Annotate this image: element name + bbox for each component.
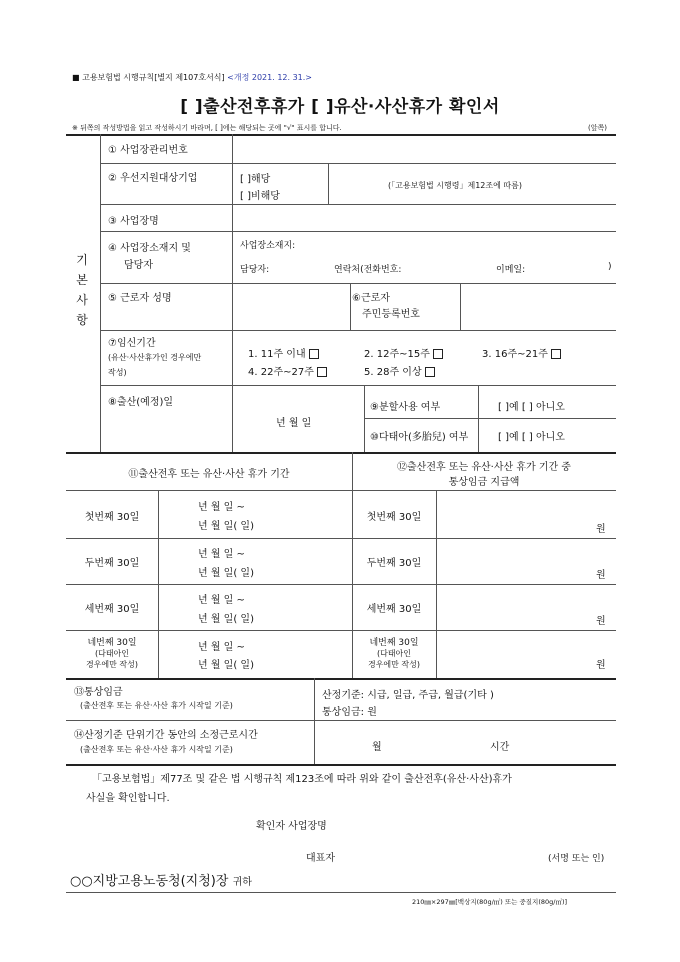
basic-info-side-label: 기 본 사 항	[76, 253, 88, 327]
wage-basis-field[interactable]: 산정기준: 시급, 일급, 주급, 월급(기타 )	[322, 690, 494, 701]
wage-4-amount[interactable]: 원	[596, 660, 606, 671]
representative-label: 대표자	[306, 853, 335, 864]
workplace-name-label: ③ 사업장명	[108, 216, 159, 227]
priority-company-label: ② 우선지원대상기업	[108, 173, 198, 184]
period-2-end[interactable]: 년 월 일( 일)	[198, 568, 254, 579]
multiple-birth-label: ⑩다태아(多胎兒) 여부	[370, 432, 469, 443]
work-hours-label: ⑭산정기준 단위기간 동안의 소정근로시간	[74, 730, 258, 741]
work-hours-value[interactable]: 시간	[490, 742, 510, 753]
confirmation-statement: 「고용보험법」제77조 및 같은 법 시행규칙 제123조에 따라 위와 같이 출산전후(유산·사산)휴가	[92, 774, 512, 785]
leave-period-header: ⑪출산전후 또는 유산·사산 휴가 기간	[128, 469, 290, 480]
worker-name-label: ⑤ 근로자 성명	[108, 293, 172, 304]
worker-rrn-label: ⑥근로자	[352, 293, 390, 304]
birth-date-field[interactable]: 년 월 일	[276, 418, 312, 429]
workplace-id-label: ① 사업장관리번호	[108, 145, 188, 156]
law-reference: ■ 고용보험법 시행규칙[별지 제107호서식] <개정 2021. 12. 31.>	[72, 73, 313, 82]
form-title: [ ]출산전후휴가 [ ]유산·사산휴가 확인서	[180, 97, 500, 117]
email-field[interactable]: 이메일:	[496, 265, 526, 275]
period-3-end[interactable]: 년 월 일( 일)	[198, 614, 254, 625]
period-3-start[interactable]: 년 월 일 ~	[198, 595, 245, 606]
checkbox-icon[interactable]	[317, 367, 327, 377]
pregnancy-option-5[interactable]: 5. 28주 이상	[364, 363, 435, 378]
priority-no-option[interactable]: [ ]비해당	[240, 191, 280, 202]
multiple-birth-options[interactable]: [ ]예 [ ] 아니오	[498, 432, 565, 443]
revision-date: <개정 2021. 12. 31.>	[227, 73, 313, 82]
phone-field[interactable]: 연락처(전화번호:	[334, 265, 402, 275]
wage-1-amount[interactable]: 원	[596, 524, 606, 535]
workplace-address-field[interactable]: 사업장소재지:	[240, 241, 296, 251]
page-side-label: (앞쪽)	[588, 124, 607, 132]
pregnancy-option-4[interactable]: 4. 22주~27주	[248, 363, 327, 378]
pregnancy-option-2[interactable]: 2. 12주~15주	[364, 345, 443, 360]
wage-1-label: 첫번째 30일	[366, 512, 422, 523]
period-4-end[interactable]: 년 월 일( 일)	[198, 660, 254, 671]
recipient: ○○지방고용노동청(지청)장 귀하	[70, 874, 252, 889]
checkbox-icon[interactable]	[433, 349, 443, 359]
birth-date-label: ⑧출산(예정)일	[108, 397, 174, 408]
workplace-address-label: ④ 사업장소재지 및	[108, 243, 191, 254]
checkbox-icon[interactable]	[309, 349, 319, 359]
confirmer-workplace-label: 확인자 사업장명	[256, 821, 327, 832]
period-4-start[interactable]: 년 월 일 ~	[198, 642, 245, 653]
work-hours-month[interactable]: 월	[372, 742, 382, 753]
ordinary-wage-field[interactable]: 통상임금: 원	[322, 707, 377, 718]
ordinary-wage-label: ⑬통상임금	[74, 687, 123, 698]
period-2-start[interactable]: 년 월 일 ~	[198, 549, 245, 560]
wage-paid-header: ⑫출산전후 또는 유산·사산 휴가 기간 중	[397, 462, 571, 473]
wage-2-label: 두번째 30일	[366, 558, 422, 569]
split-use-options[interactable]: [ ]예 [ ] 아니오	[498, 402, 565, 413]
signature-label[interactable]: (서명 또는 인)	[548, 854, 605, 864]
checkbox-icon[interactable]	[551, 349, 561, 359]
wage-2-amount[interactable]: 원	[596, 570, 606, 581]
wage-3-label: 세번째 30일	[366, 604, 422, 615]
period-1-start[interactable]: 년 월 일 ~	[198, 502, 245, 513]
priority-note: (「고용보험법 시행령」제12조에 따름)	[388, 181, 522, 190]
period-3-label: 세번째 30일	[84, 604, 140, 615]
table-top-border	[66, 134, 616, 136]
period-2-label: 두번째 30일	[84, 558, 140, 569]
instruction-note: ※ 뒤쪽의 작성방법을 읽고 작성하시기 바라며, [ ]에는 해당되는 곳에 "√" 표시를 합니다.	[72, 124, 342, 132]
paper-spec: 210㎜×297㎜[백상지(80g/㎡) 또는 중질지(80g/㎡)]	[412, 898, 568, 906]
pregnancy-option-3[interactable]: 3. 16주~21주	[482, 345, 561, 360]
wage-3-amount[interactable]: 원	[596, 616, 606, 627]
pregnancy-option-1[interactable]: 1. 11주 이내	[248, 345, 319, 360]
period-4-label: 네번째 30일	[87, 638, 137, 648]
wage-4-label: 네번째 30일	[369, 638, 419, 648]
period-1-end[interactable]: 년 월 일( 일)	[198, 521, 254, 532]
pregnancy-period-label: ⑦임신기간	[108, 338, 156, 349]
priority-yes-option[interactable]: [ ]해당	[240, 174, 271, 185]
checkbox-icon[interactable]	[425, 367, 435, 377]
split-use-label: ⑨분할사용 여부	[370, 402, 441, 413]
period-1-label: 첫번째 30일	[84, 512, 140, 523]
manager-field[interactable]: 담당자:	[240, 265, 270, 275]
